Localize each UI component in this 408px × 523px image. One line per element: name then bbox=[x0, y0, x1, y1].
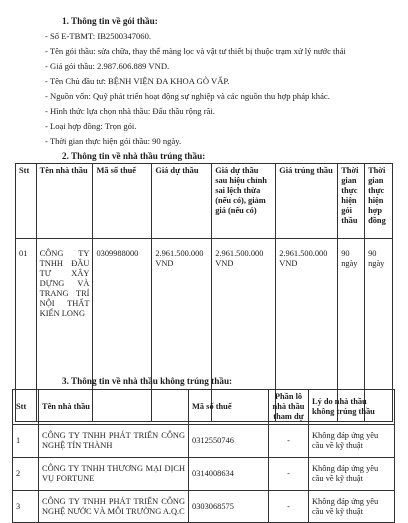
cell-lot: - bbox=[269, 491, 309, 523]
cell-stt: 01 bbox=[16, 239, 37, 422]
cell-tax-code: 0303068575 bbox=[189, 491, 269, 523]
col-header-adjusted-price: Giá dự thầu sau hiệu chỉnh sai lệch thừa (nếu có), giảm giá (nếu có) bbox=[212, 164, 276, 239]
table-row bbox=[13, 491, 395, 523]
info-line-package-price: - Giá gói thầu: 2.987.606.889 VND. bbox=[45, 61, 170, 71]
cell-stt: 3 bbox=[13, 491, 39, 523]
cell-contract-duration: 90 ngày bbox=[365, 239, 393, 422]
info-line-funding: - Nguồn vốn: Quỹ phát triển hoạt động sự nghiệp và các nguồn thu hợp pháp khác. bbox=[45, 91, 330, 101]
col-header-bidder-name: Tên nhà thầu bbox=[39, 390, 189, 425]
cell-adjusted-price: 2.961.500.000 VND bbox=[212, 239, 276, 422]
col-header-tax-code: Mã số thuế bbox=[189, 390, 269, 425]
section2-heading: 2. Thông tin về nhà thầu trúng thầu: bbox=[62, 151, 206, 161]
cell-reason: Không đáp ứng yêu cầu về kỹ thuật bbox=[309, 491, 395, 523]
info-line-selection-method: - Hình thức lựa chọn nhà thầu: Đấu thầu rộng rãi. bbox=[45, 106, 215, 116]
losing-bidders-table bbox=[12, 389, 395, 523]
cell-bidder-name: CÔNG TY TNHH PHÁT TRIỂN CÔNG NGHỆ NƯỚC VÀ MÔI TRƯỜNG A.Q.C bbox=[39, 491, 189, 523]
cell-tax-code: 0312550746 bbox=[189, 425, 269, 458]
cell-stt: 2 bbox=[13, 458, 39, 491]
info-line-contract-type: - Loại hợp đồng: Trọn gói. bbox=[45, 121, 137, 131]
cell-bidder-name: CÔNG TY TNHH ĐẦU TƯ XÂY DỰNG VÀ TRANG TRÍ NỘI THẤT KIẾN LONG bbox=[36, 239, 93, 422]
info-line-package-name: - Tên gói thầu: sửa chữa, thay thế màng lọc và vật tư thiết bị thuộc trạm xử lý nước thải bbox=[45, 46, 346, 56]
cell-bidder-name: CÔNG TY TNHH PHÁT TRIỂN CÔNG NGHỆ TÍN THÀNH bbox=[39, 425, 189, 458]
cell-package-duration: 90 ngày bbox=[338, 239, 365, 422]
cell-reason: Không đáp ứng yêu cầu về kỹ thuật bbox=[309, 425, 395, 458]
table-header-row bbox=[13, 390, 395, 425]
col-header-lot: Phần lô nhà thầu tham dự bbox=[269, 390, 309, 425]
cell-tax-code: 0314008634 bbox=[189, 458, 269, 491]
cell-stt: 1 bbox=[13, 425, 39, 458]
col-header-tax-code: Mã số thuế bbox=[93, 164, 152, 239]
col-header-bidder-name: Tên nhà thầu bbox=[36, 164, 93, 239]
info-line-duration: - Thời gian thực hiện gói thầu: 90 ngày. bbox=[45, 136, 182, 146]
cell-tax-code: 0309988000 bbox=[93, 239, 152, 422]
cell-bid-price: 2.961.500.000 VND bbox=[152, 239, 212, 422]
col-header-package-duration: Thời gian thực hiện gói thầu bbox=[338, 164, 365, 239]
table-row bbox=[13, 425, 395, 458]
cell-bidder-name: CÔNG TY TNHH THƯƠNG MẠI DỊCH VỤ FORTUNE bbox=[39, 458, 189, 491]
cell-lot: - bbox=[269, 425, 309, 458]
col-header-bid-price: Giá dự thầu bbox=[152, 164, 212, 239]
cell-reason: Không đáp ứng yêu cầu về kỹ thuật bbox=[309, 458, 395, 491]
info-line-investor: - Tên Chủ đầu tư: BỆNH VIỆN ĐA KHOA GÒ VẤP. bbox=[45, 76, 230, 86]
table-row bbox=[13, 458, 395, 491]
col-header-stt: Stt bbox=[16, 164, 37, 239]
col-header-stt: Stt bbox=[13, 390, 39, 425]
col-header-contract-duration: Thời gian thực hiện hợp đồng bbox=[365, 164, 393, 239]
col-header-reason: Lý do nhà thầu không trúng thầu bbox=[309, 390, 395, 425]
section1-heading: 1. Thông tin về gói thầu: bbox=[62, 16, 158, 26]
cell-winning-price: 2.961.500.000 VND bbox=[276, 239, 338, 422]
col-header-winning-price: Giá trúng thầu bbox=[276, 164, 338, 239]
section3-heading: 3. Thông tin về nhà thầu không trúng thầu: bbox=[62, 376, 233, 386]
table-header-row bbox=[16, 164, 393, 239]
cell-lot: - bbox=[269, 458, 309, 491]
info-line-etbmt: - Số E-TBMT: IB2500347060. bbox=[45, 31, 152, 41]
